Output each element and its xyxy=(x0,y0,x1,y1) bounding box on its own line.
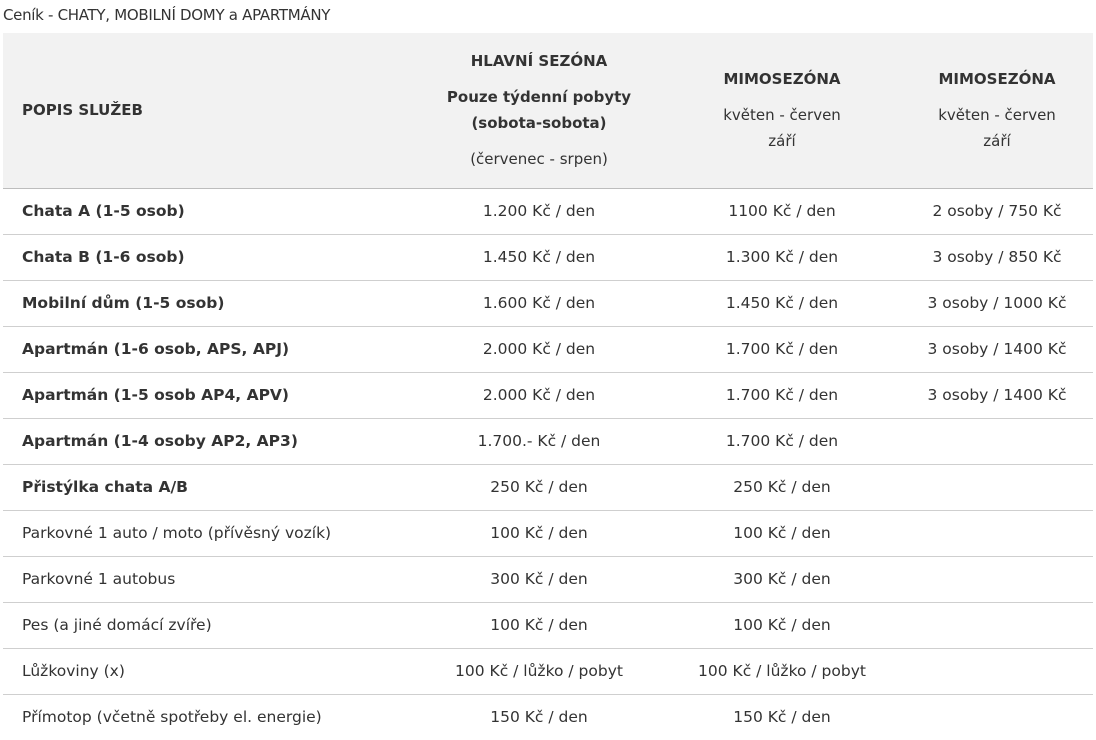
table-row xyxy=(3,188,1093,234)
main-season-price-cell: 1.600 Kč / den xyxy=(482,294,596,312)
table-body xyxy=(3,188,1093,740)
off-season-price-cell: 1.700 Kč / den xyxy=(725,340,839,358)
service-name-cell: Lůžkoviny (x) xyxy=(22,662,125,680)
main-season-price-cell: 1.200 Kč / den xyxy=(482,202,596,220)
off-season-2-price-cell: 3 osoby / 850 Kč xyxy=(932,248,1062,266)
table-row xyxy=(3,694,1093,740)
off-season-2-price-cell xyxy=(901,648,1093,694)
header-off-season-2 xyxy=(901,33,1093,188)
off-season-2-price-cell xyxy=(901,602,1093,648)
price-table xyxy=(3,33,1093,740)
off-season-2-price-cell xyxy=(901,418,1093,464)
off-season-price-cell: 150 Kč / den xyxy=(733,708,831,727)
table-row xyxy=(3,556,1093,602)
table-header-row xyxy=(3,33,1093,188)
table-row xyxy=(3,326,1093,372)
header-main-season-title: HLAVNÍ SEZÓNA xyxy=(470,52,608,71)
table-row xyxy=(3,648,1093,694)
off-season-price-cell: 1.450 Kč / den xyxy=(725,294,839,312)
off-season-2-price-cell xyxy=(901,556,1093,602)
header-off-season-2-title: MIMOSEZÓNA xyxy=(938,70,1056,89)
main-season-price-cell: 150 Kč / den xyxy=(490,708,588,727)
off-season-price-cell: 1.300 Kč / den xyxy=(725,248,839,266)
header-main-season-months: (červenec - srpen) xyxy=(470,150,608,169)
main-season-price-cell: 1.450 Kč / den xyxy=(482,248,596,266)
off-season-price-cell: 1.700 Kč / den xyxy=(725,386,839,404)
table-row xyxy=(3,280,1093,326)
off-season-price-cell: 100 Kč / lůžko / pobyt xyxy=(698,662,866,680)
table-caption: Ceník - CHATY, MOBILNÍ DOMY a APARTMÁNY xyxy=(3,6,331,24)
table-row xyxy=(3,510,1093,556)
service-name-cell: Apartmán (1-5 osob AP4, APV) xyxy=(22,386,290,404)
main-season-price-cell: 300 Kč / den xyxy=(490,570,588,588)
off-season-price-cell: 300 Kč / den xyxy=(733,570,831,588)
off-season-2-price-cell xyxy=(901,694,1093,740)
header-services: POPIS SLUŽEB xyxy=(22,101,143,120)
table-row xyxy=(3,602,1093,648)
off-season-price-cell: 100 Kč / den xyxy=(733,524,831,542)
header-main-season xyxy=(415,33,663,188)
header-off-season-months2: září xyxy=(768,132,796,151)
service-name-cell: Parkovné 1 auto / moto (přívěsný vozík) xyxy=(22,524,332,542)
off-season-price-cell: 100 Kč / den xyxy=(733,616,831,634)
main-season-price-cell: 2.000 Kč / den xyxy=(482,340,596,358)
service-name-cell: Apartmán (1-4 osoby AP2, AP3) xyxy=(22,432,298,450)
service-name-cell: Parkovné 1 autobus xyxy=(22,570,176,588)
off-season-2-price-cell xyxy=(901,464,1093,510)
table-row xyxy=(3,464,1093,510)
table-row xyxy=(3,418,1093,464)
service-name-cell: Pes (a jiné domácí zvíře) xyxy=(22,616,212,634)
table-row xyxy=(3,234,1093,280)
main-season-price-cell: 2.000 Kč / den xyxy=(482,386,596,404)
off-season-2-price-cell xyxy=(901,510,1093,556)
service-name-cell: Přistýlka chata A/B xyxy=(22,478,188,496)
header-off-season-title: MIMOSEZÓNA xyxy=(723,70,841,89)
service-name-cell: Apartmán (1-6 osob, APS, APJ) xyxy=(22,340,290,358)
header-main-season-note1: Pouze týdenní pobyty xyxy=(446,88,632,107)
off-season-2-price-cell: 3 osoby / 1000 Kč xyxy=(927,294,1067,312)
header-off-season xyxy=(663,33,901,188)
off-season-2-price-cell: 2 osoby / 750 Kč xyxy=(932,202,1062,220)
off-season-price-cell: 1.700 Kč / den xyxy=(725,432,839,450)
main-season-price-cell: 250 Kč / den xyxy=(490,478,588,496)
main-season-price-cell: 100 Kč / den xyxy=(490,524,588,542)
header-main-season-note2: (sobota-sobota) xyxy=(471,114,607,133)
main-season-price-cell: 100 Kč / lůžko / pobyt xyxy=(455,662,623,680)
header-off-season-months1: květen - červen xyxy=(723,106,841,125)
off-season-2-price-cell: 3 osoby / 1400 Kč xyxy=(927,386,1067,404)
main-season-price-cell: 100 Kč / den xyxy=(490,616,588,634)
service-name-cell: Chata A (1-5 osob) xyxy=(22,202,185,220)
header-off-season-2-months2: září xyxy=(983,132,1011,151)
table-row xyxy=(3,372,1093,418)
service-name-cell: Přímotop (včetně spotřeby el. energie) xyxy=(22,708,322,727)
main-season-price-cell: 1.700.- Kč / den xyxy=(477,432,601,450)
service-name-cell: Chata B (1-6 osob) xyxy=(22,248,185,266)
off-season-2-price-cell: 3 osoby / 1400 Kč xyxy=(927,340,1067,358)
service-name-cell: Mobilní dům (1-5 osob) xyxy=(22,294,225,312)
header-off-season-2-months1: květen - červen xyxy=(938,106,1056,125)
off-season-price-cell: 250 Kč / den xyxy=(733,478,831,496)
off-season-price-cell: 1100 Kč / den xyxy=(728,202,836,220)
